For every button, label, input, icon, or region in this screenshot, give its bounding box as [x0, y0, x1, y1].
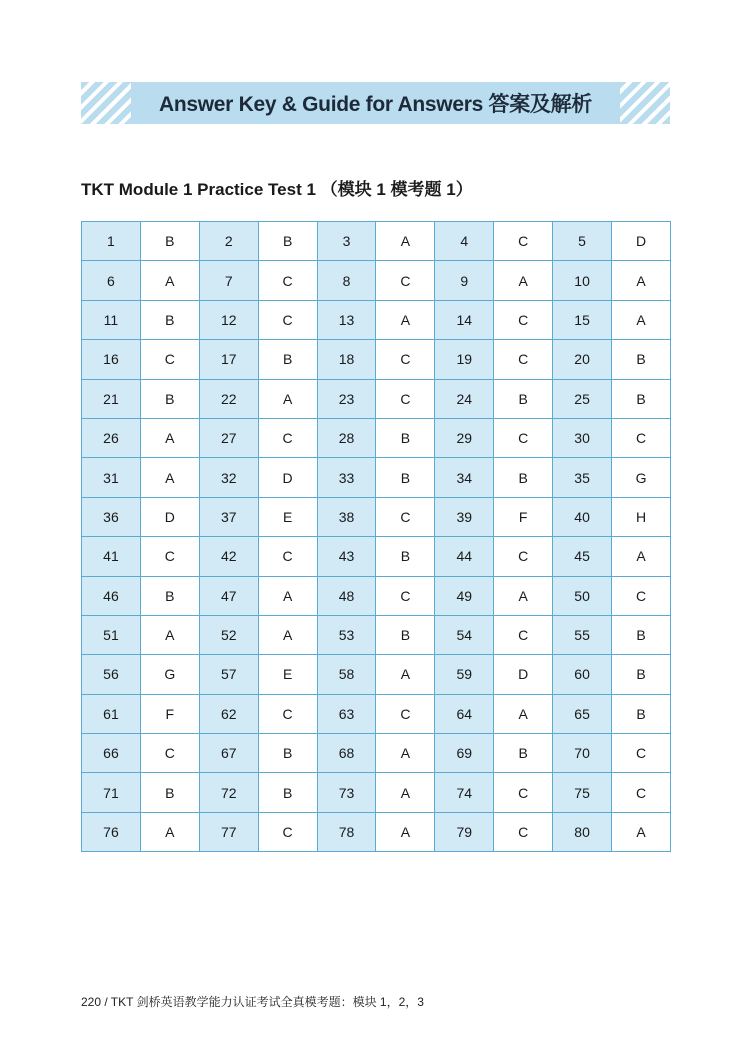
question-number: 65 [553, 694, 612, 733]
answer-letter: B [612, 379, 671, 418]
question-number: 9 [435, 261, 494, 300]
question-number: 53 [317, 615, 376, 654]
question-number: 57 [199, 655, 258, 694]
answer-letter: B [494, 458, 553, 497]
question-number: 12 [199, 300, 258, 339]
question-number: 75 [553, 773, 612, 812]
answer-letter: A [258, 379, 317, 418]
answer-letter: A [612, 537, 671, 576]
question-number: 20 [553, 340, 612, 379]
answer-letter: C [612, 773, 671, 812]
question-number: 77 [199, 812, 258, 851]
question-number: 44 [435, 537, 494, 576]
answer-letter: C [140, 734, 199, 773]
question-number: 5 [553, 222, 612, 261]
question-number: 17 [199, 340, 258, 379]
answer-letter: C [258, 812, 317, 851]
answer-letter: D [140, 497, 199, 536]
question-number: 14 [435, 300, 494, 339]
table-row [82, 261, 671, 300]
answer-letter: B [258, 773, 317, 812]
question-number: 18 [317, 340, 376, 379]
answer-letter: B [376, 615, 435, 654]
answer-letter: A [612, 300, 671, 339]
question-number: 66 [82, 734, 141, 773]
answer-letter: C [258, 300, 317, 339]
answer-letter: C [494, 537, 553, 576]
answer-letter: A [376, 734, 435, 773]
answer-letter: B [612, 694, 671, 733]
question-number: 7 [199, 261, 258, 300]
answer-letter: A [258, 615, 317, 654]
answer-letter: C [612, 576, 671, 615]
answer-letter: F [494, 497, 553, 536]
table-row [82, 773, 671, 812]
question-number: 42 [199, 537, 258, 576]
answer-letter: A [494, 694, 553, 733]
answer-letter: A [376, 300, 435, 339]
question-number: 70 [553, 734, 612, 773]
question-number: 28 [317, 418, 376, 457]
answer-letter: C [494, 615, 553, 654]
answer-letter: C [376, 497, 435, 536]
question-number: 16 [82, 340, 141, 379]
question-number: 61 [82, 694, 141, 733]
question-number: 35 [553, 458, 612, 497]
question-number: 27 [199, 418, 258, 457]
table-row [82, 537, 671, 576]
table-row [82, 655, 671, 694]
question-number: 80 [553, 812, 612, 851]
answer-letter: A [140, 615, 199, 654]
question-number: 38 [317, 497, 376, 536]
table-row [82, 734, 671, 773]
answer-letter: B [258, 340, 317, 379]
answer-letter: B [258, 222, 317, 261]
answer-letter: C [612, 734, 671, 773]
question-number: 40 [553, 497, 612, 536]
section-title: TKT Module 1 Practice Test 1 （模块 1 模考题 1） [81, 180, 473, 199]
answer-letter: G [612, 458, 671, 497]
question-number: 6 [82, 261, 141, 300]
answer-letter: A [494, 576, 553, 615]
table-row [82, 576, 671, 615]
answer-letter: C [376, 694, 435, 733]
question-number: 56 [82, 655, 141, 694]
table-row [82, 418, 671, 457]
answer-letter: A [376, 655, 435, 694]
question-number: 25 [553, 379, 612, 418]
answer-letter: C [376, 379, 435, 418]
question-number: 41 [82, 537, 141, 576]
answer-letter: C [376, 576, 435, 615]
answer-letter: A [140, 261, 199, 300]
question-number: 23 [317, 379, 376, 418]
answer-letter: C [140, 537, 199, 576]
answer-letter: C [494, 222, 553, 261]
answer-letter: D [612, 222, 671, 261]
answer-letter: B [258, 734, 317, 773]
question-number: 2 [199, 222, 258, 261]
question-number: 4 [435, 222, 494, 261]
question-number: 63 [317, 694, 376, 733]
answer-letter: C [258, 418, 317, 457]
question-number: 64 [435, 694, 494, 733]
answer-letter: B [494, 734, 553, 773]
question-number: 26 [82, 418, 141, 457]
question-number: 51 [82, 615, 141, 654]
answer-letter: A [376, 773, 435, 812]
question-number: 32 [199, 458, 258, 497]
question-number: 22 [199, 379, 258, 418]
question-number: 79 [435, 812, 494, 851]
answer-letter: A [612, 261, 671, 300]
question-number: 15 [553, 300, 612, 339]
question-number: 1 [82, 222, 141, 261]
question-number: 52 [199, 615, 258, 654]
question-number: 46 [82, 576, 141, 615]
answer-letter: B [140, 773, 199, 812]
answer-letter: A [140, 812, 199, 851]
answer-letter: C [376, 340, 435, 379]
answer-letter: A [376, 812, 435, 851]
answer-letter: B [612, 615, 671, 654]
question-number: 48 [317, 576, 376, 615]
table-row [82, 379, 671, 418]
question-number: 37 [199, 497, 258, 536]
answer-letter: B [612, 340, 671, 379]
answer-letter: D [494, 655, 553, 694]
question-number: 60 [553, 655, 612, 694]
question-number: 29 [435, 418, 494, 457]
answer-letter: A [376, 222, 435, 261]
question-number: 49 [435, 576, 494, 615]
answer-letter: B [376, 458, 435, 497]
question-number: 54 [435, 615, 494, 654]
question-number: 31 [82, 458, 141, 497]
answer-letter: C [258, 261, 317, 300]
answer-letter: A [140, 418, 199, 457]
question-number: 62 [199, 694, 258, 733]
question-number: 36 [82, 497, 141, 536]
question-number: 45 [553, 537, 612, 576]
answer-letter: B [140, 222, 199, 261]
table-row [82, 694, 671, 733]
answer-letter: A [140, 458, 199, 497]
answer-letter: B [140, 300, 199, 339]
question-number: 33 [317, 458, 376, 497]
question-number: 19 [435, 340, 494, 379]
answer-letter: D [258, 458, 317, 497]
table-row [82, 812, 671, 851]
question-number: 71 [82, 773, 141, 812]
answer-letter: H [612, 497, 671, 536]
answer-letter: G [140, 655, 199, 694]
question-number: 8 [317, 261, 376, 300]
header-banner-inner [131, 82, 620, 124]
answer-letter: E [258, 655, 317, 694]
table-row [82, 615, 671, 654]
answer-letter: B [612, 655, 671, 694]
answer-letter: C [494, 812, 553, 851]
answer-letter: A [494, 261, 553, 300]
question-number: 30 [553, 418, 612, 457]
answer-letter: A [612, 812, 671, 851]
page-title: Answer Key & Guide for Answers 答案及解析 [158, 93, 592, 116]
answer-letter: A [258, 576, 317, 615]
question-number: 72 [199, 773, 258, 812]
answer-letter: C [258, 694, 317, 733]
answer-key-table [81, 221, 671, 852]
question-number: 47 [199, 576, 258, 615]
table-row [82, 458, 671, 497]
answer-letter: C [494, 300, 553, 339]
answer-letter: B [494, 379, 553, 418]
question-number: 58 [317, 655, 376, 694]
answer-letter: F [140, 694, 199, 733]
question-number: 24 [435, 379, 494, 418]
answer-letter: B [140, 379, 199, 418]
answer-letter: B [376, 418, 435, 457]
question-number: 74 [435, 773, 494, 812]
question-number: 10 [553, 261, 612, 300]
table-row [82, 300, 671, 339]
answer-letter: C [258, 537, 317, 576]
page-footer: 220 / TKT 剑桥英语教学能力认证考试全真模考题：模块 1，2，3 [81, 995, 424, 1009]
question-number: 59 [435, 655, 494, 694]
question-number: 73 [317, 773, 376, 812]
answer-key-body [82, 222, 671, 852]
answer-letter: E [258, 497, 317, 536]
table-row [82, 222, 671, 261]
answer-letter: B [376, 537, 435, 576]
answer-letter: C [612, 418, 671, 457]
answer-letter: C [494, 340, 553, 379]
answer-letter: B [140, 576, 199, 615]
question-number: 50 [553, 576, 612, 615]
answer-letter: C [494, 773, 553, 812]
question-number: 3 [317, 222, 376, 261]
question-number: 39 [435, 497, 494, 536]
question-number: 55 [553, 615, 612, 654]
question-number: 11 [82, 300, 141, 339]
header-banner [81, 82, 670, 124]
question-number: 69 [435, 734, 494, 773]
question-number: 13 [317, 300, 376, 339]
question-number: 76 [82, 812, 141, 851]
answer-letter: C [376, 261, 435, 300]
question-number: 34 [435, 458, 494, 497]
table-row [82, 340, 671, 379]
table-row [82, 497, 671, 536]
answer-letter: C [494, 418, 553, 457]
question-number: 67 [199, 734, 258, 773]
question-number: 21 [82, 379, 141, 418]
question-number: 78 [317, 812, 376, 851]
question-number: 68 [317, 734, 376, 773]
question-number: 43 [317, 537, 376, 576]
answer-letter: C [140, 340, 199, 379]
